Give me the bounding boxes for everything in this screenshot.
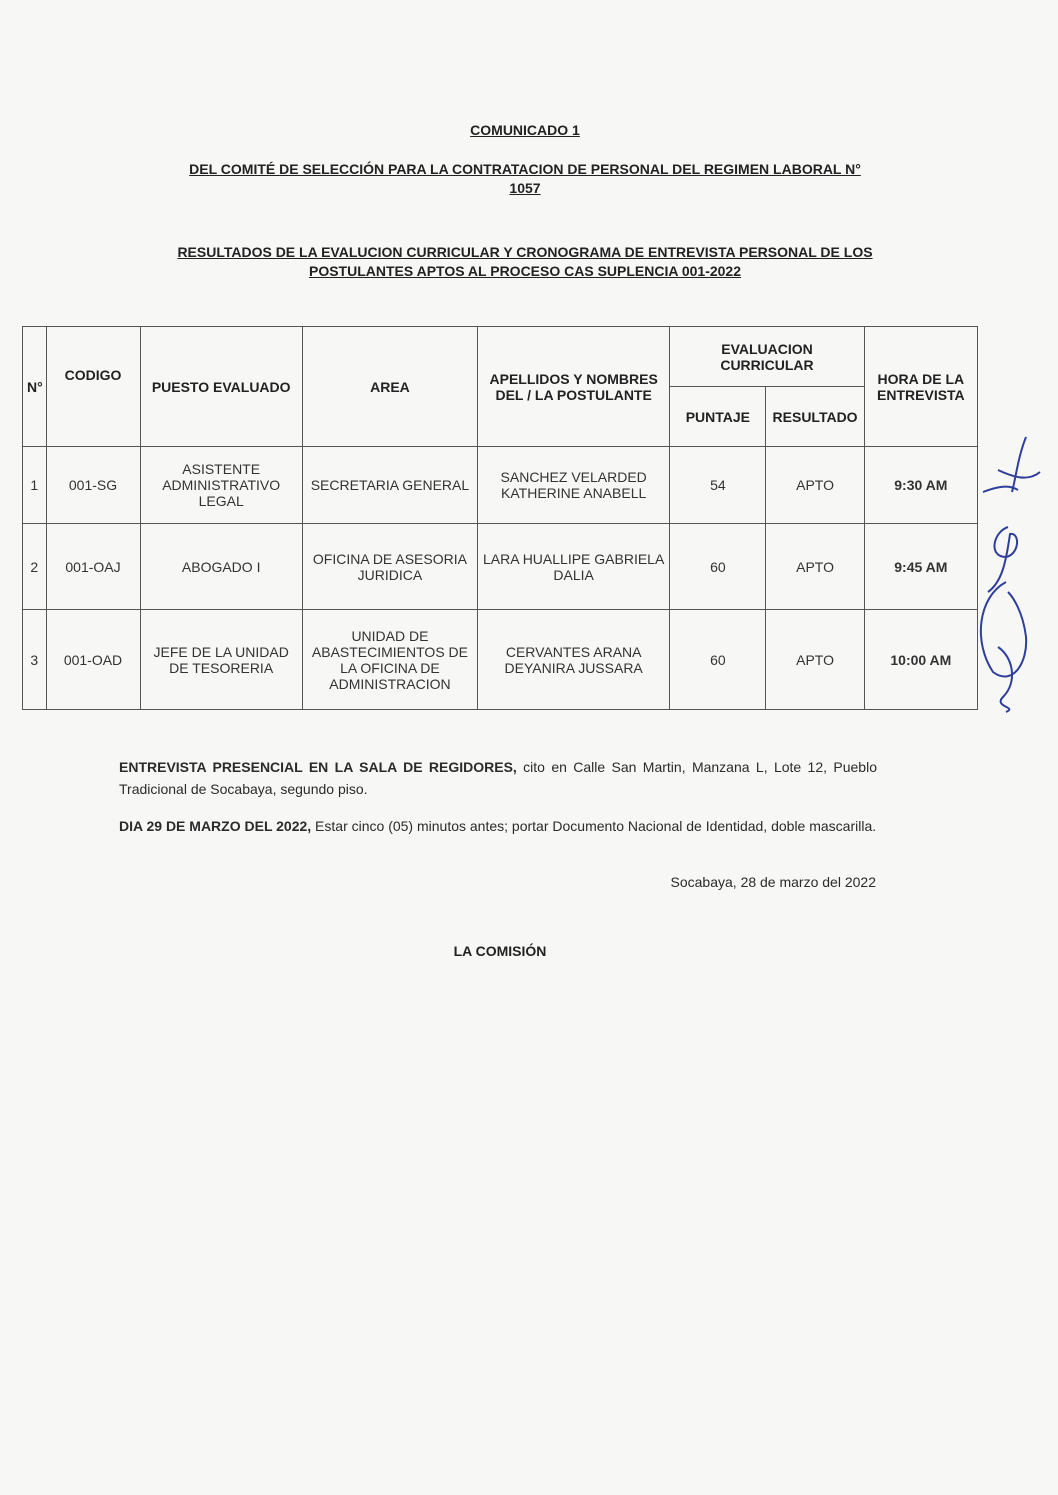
header-apellidos: APELLIDOS Y NOMBRES DEL / LA POSTULANTE <box>478 327 670 447</box>
table-row <box>23 610 978 710</box>
cell-nombre: SANCHEZ VELARDED KATHERINE ANABELL <box>478 447 670 524</box>
interview-location-bold: ENTREVISTA PRESENCIAL EN LA SALA DE REGIDORES, <box>119 759 517 775</box>
results-table <box>22 326 978 710</box>
cell-puesto: ABOGADO I <box>140 524 302 610</box>
results-heading-line1: RESULTADOS DE LA EVALUCION CURRICULAR Y CRONOGRAMA DE ENTREVISTA PERSONAL DE LOS <box>177 244 873 260</box>
cell-area: OFICINA DE ASESORIA JURIDICA <box>302 524 477 610</box>
cell-codigo: 001-SG <box>46 447 140 524</box>
header-puntaje: PUNTAJE <box>670 387 766 447</box>
cell-hora: 10:00 AM <box>864 610 977 710</box>
cell-codigo: 001-OAJ <box>46 524 140 610</box>
results-heading-line2: POSTULANTES APTOS AL PROCESO CAS SUPLENCIA 001-2022 <box>308 263 742 279</box>
interview-date-bold: DIA 29 DE MARZO DEL 2022, <box>119 818 312 834</box>
header-puesto: PUESTO EVALUADO <box>140 327 302 447</box>
header-area: AREA <box>302 327 477 447</box>
committee-heading <box>0 160 1054 198</box>
interview-location-text: cito en Calle San Martin, Manzana L, Lote 12, Pueblo Tradicional de Socabaya, segundo piso. <box>119 759 877 797</box>
table-header-row <box>23 327 978 387</box>
cell-resultado: APTO <box>766 610 864 710</box>
table-row <box>23 447 978 524</box>
cell-codigo: 001-OAD <box>46 610 140 710</box>
cell-n: 3 <box>23 610 47 710</box>
cell-area: UNIDAD DE ABASTECIMIENTOS DE LA OFICINA DE ADMINISTRACION <box>302 610 477 710</box>
interview-date-paragraph <box>119 815 877 837</box>
header-codigo: CODIGO <box>46 327 140 447</box>
cell-resultado: APTO <box>766 447 864 524</box>
document-date: Socabaya, 28 de marzo del 2022 <box>670 874 876 890</box>
header-resultado: RESULTADO <box>766 387 864 447</box>
cell-puesto: JEFE DE LA UNIDAD DE TESORERIA <box>140 610 302 710</box>
committee-heading-line1: DEL COMITÉ DE SELECCIÓN PARA LA CONTRATACION DE PERSONAL DEL REGIMEN LABORAL N° <box>189 161 861 177</box>
handwritten-signature-icon <box>968 432 1048 722</box>
cell-puntaje: 60 <box>670 524 766 610</box>
header-evaluacion: EVALUACION CURRICULAR <box>670 327 864 387</box>
cell-nombre: CERVANTES ARANA DEYANIRA JUSSARA <box>478 610 670 710</box>
cell-hora: 9:30 AM <box>864 447 977 524</box>
document-title: COMUNICADO 1 <box>470 122 580 138</box>
cell-n: 1 <box>23 447 47 524</box>
results-heading <box>0 243 1054 281</box>
committee-heading-line2: 1057 <box>509 180 541 196</box>
interview-location-paragraph <box>119 756 877 800</box>
cell-area: SECRETARIA GENERAL <box>302 447 477 524</box>
header-n: N° <box>23 327 47 447</box>
cell-nombre: LARA HUALLIPE GABRIELA DALIA <box>478 524 670 610</box>
table-row <box>23 524 978 610</box>
cell-puntaje: 54 <box>670 447 766 524</box>
cell-resultado: APTO <box>766 524 864 610</box>
cell-n: 2 <box>23 524 47 610</box>
cell-hora: 9:45 AM <box>864 524 977 610</box>
header-hora: HORA DE LA ENTREVISTA <box>864 327 977 447</box>
cell-puesto: ASISTENTE ADMINISTRATIVO LEGAL <box>140 447 302 524</box>
interview-date-text: Estar cinco (05) minutos antes; portar Documento Nacional de Identidad, doble mascarilla. <box>311 818 877 834</box>
signature-label: LA COMISIÓN <box>453 943 547 959</box>
cell-puntaje: 60 <box>670 610 766 710</box>
